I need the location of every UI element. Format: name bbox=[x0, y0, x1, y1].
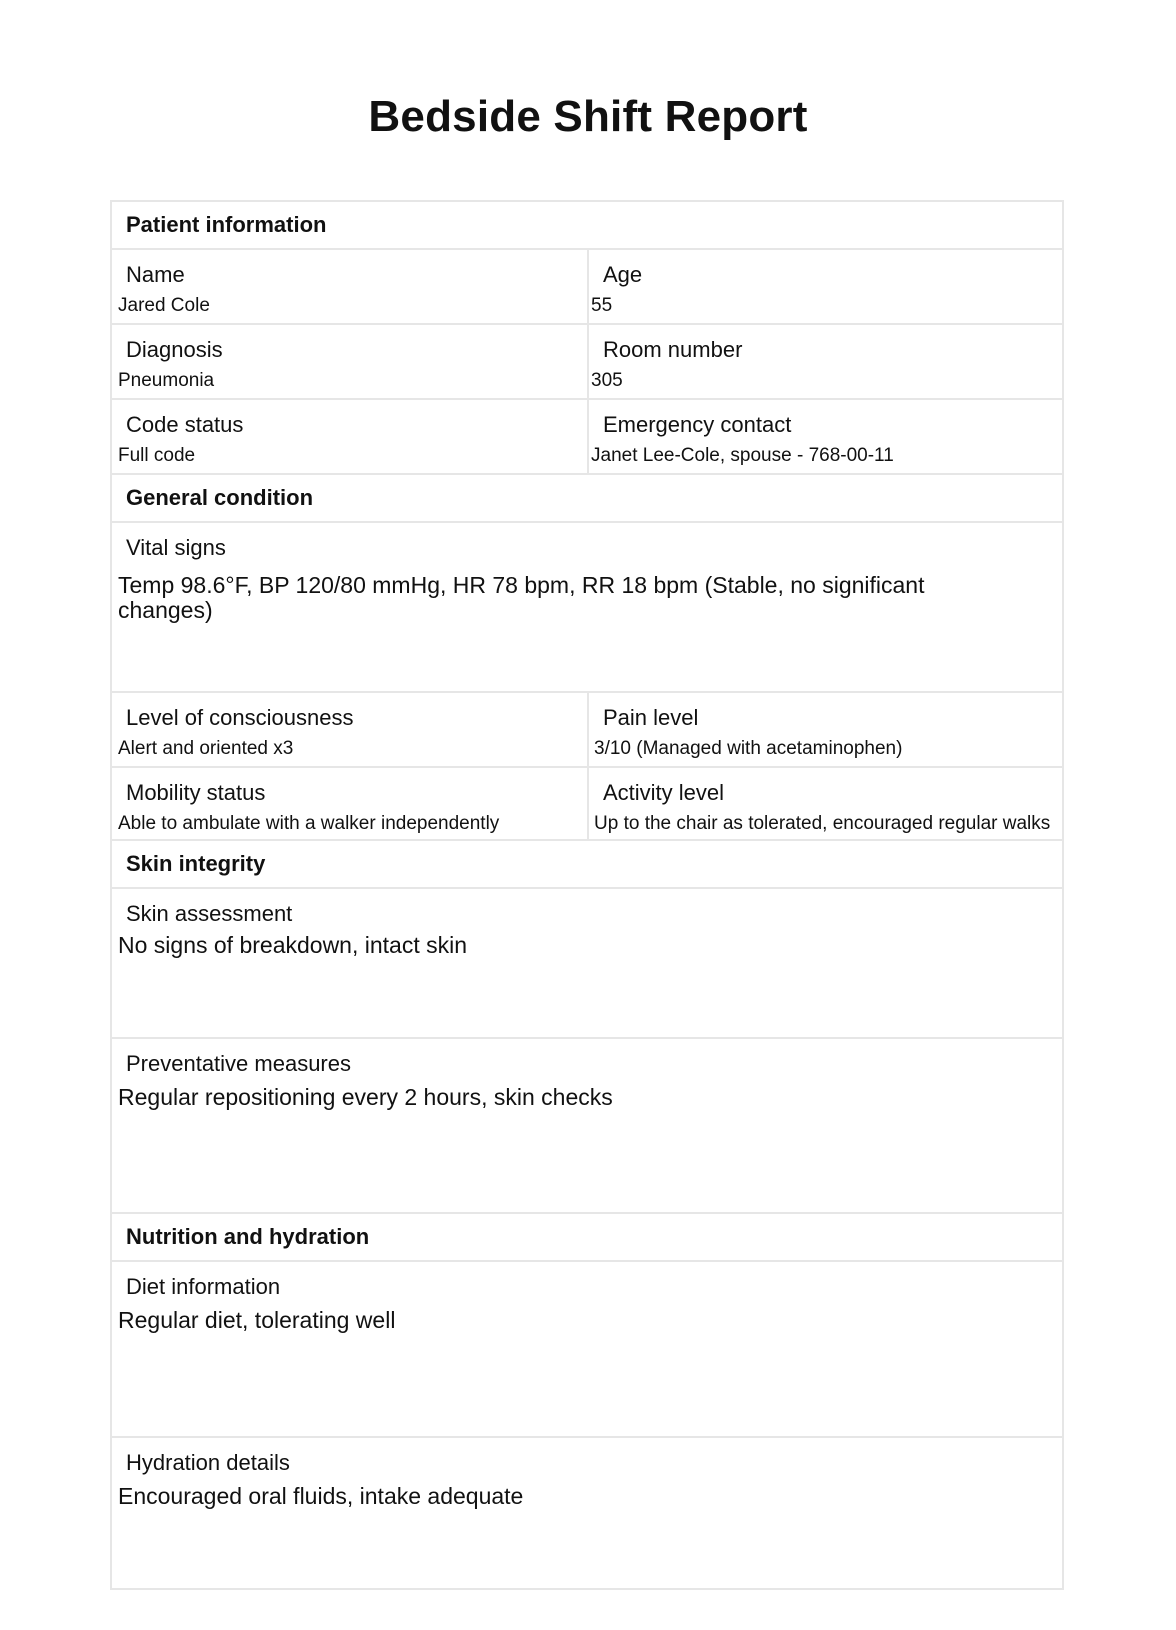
age-value: 55 bbox=[591, 295, 613, 316]
name-value: Jared Cole bbox=[118, 295, 210, 316]
pain-level-value: 3/10 (Managed with acetaminophen) bbox=[594, 738, 903, 759]
field-hydration-details[interactable] bbox=[112, 1438, 1062, 1588]
field-room-number[interactable] bbox=[587, 325, 1062, 398]
code-status-label: Code status bbox=[126, 412, 244, 437]
preventative-measures-value: Regular repositioning every 2 hours, skin checks bbox=[118, 1084, 613, 1110]
diagnosis-value: Pneumonia bbox=[118, 370, 215, 391]
field-emergency-contact[interactable] bbox=[587, 400, 1062, 473]
row-code-emergency bbox=[112, 400, 1062, 475]
field-mobility-status[interactable] bbox=[112, 768, 587, 839]
field-diagnosis[interactable] bbox=[112, 325, 587, 398]
row-diagnosis-room bbox=[112, 325, 1062, 400]
field-code-status[interactable] bbox=[112, 400, 587, 473]
vital-signs-label: Vital signs bbox=[126, 535, 226, 560]
row-consciousness-pain bbox=[112, 693, 1062, 768]
field-name[interactable] bbox=[112, 250, 587, 323]
emergency-contact-label: Emergency contact bbox=[603, 412, 792, 437]
diet-information-value: Regular diet, tolerating well bbox=[118, 1307, 396, 1333]
room-number-label: Room number bbox=[603, 337, 743, 362]
hydration-details-label: Hydration details bbox=[126, 1450, 290, 1475]
section-nutrition-hydration: Nutrition and hydration bbox=[112, 1214, 1062, 1262]
diagnosis-label: Diagnosis bbox=[126, 337, 223, 362]
section-general-condition: General condition bbox=[112, 475, 1062, 523]
page-title: Bedside Shift Report bbox=[368, 92, 808, 141]
shift-report-form bbox=[110, 200, 1064, 1590]
activity-level-label: Activity level bbox=[603, 780, 725, 805]
emergency-contact-value: Janet Lee-Cole, spouse - 768-00-11 bbox=[591, 445, 894, 466]
row-mobility-activity bbox=[112, 768, 1062, 841]
row-name-age bbox=[112, 250, 1062, 325]
pain-level-label: Pain level bbox=[603, 705, 699, 730]
field-skin-assessment[interactable] bbox=[112, 889, 1062, 1039]
code-status-value: Full code bbox=[118, 445, 196, 466]
activity-level-value: Up to the chair as tolerated, encouraged regular walks bbox=[594, 813, 1051, 834]
preventative-measures-label: Preventative measures bbox=[126, 1051, 351, 1076]
consciousness-label: Level of consciousness bbox=[126, 705, 354, 730]
room-number-value: 305 bbox=[591, 370, 623, 391]
field-activity-level[interactable] bbox=[587, 768, 1062, 839]
field-vital-signs[interactable] bbox=[112, 523, 1062, 693]
mobility-status-value: Able to ambulate with a walker independently bbox=[118, 813, 500, 834]
field-level-of-consciousness[interactable] bbox=[112, 693, 587, 766]
field-diet-information[interactable] bbox=[112, 1262, 1062, 1438]
field-preventative-measures[interactable] bbox=[112, 1039, 1062, 1214]
diet-information-label: Diet information bbox=[126, 1274, 281, 1299]
hydration-details-value: Encouraged oral fluids, intake adequate bbox=[118, 1483, 524, 1509]
field-age[interactable] bbox=[587, 250, 1062, 323]
field-pain-level[interactable] bbox=[587, 693, 1062, 766]
age-label: Age bbox=[603, 262, 643, 287]
vital-signs-value: Temp 98.6°F, BP 120/80 mmHg, HR 78 bpm, RR 18 bpm (Stable, no significant changes) bbox=[118, 572, 925, 623]
section-skin-integrity: Skin integrity bbox=[112, 841, 1062, 889]
mobility-status-label: Mobility status bbox=[126, 780, 266, 805]
skin-assessment-value: No signs of breakdown, intact skin bbox=[118, 932, 468, 958]
consciousness-value: Alert and oriented x3 bbox=[118, 738, 294, 759]
skin-assessment-label: Skin assessment bbox=[126, 901, 293, 926]
name-label: Name bbox=[126, 262, 185, 287]
section-patient-information: Patient information bbox=[112, 202, 1062, 250]
